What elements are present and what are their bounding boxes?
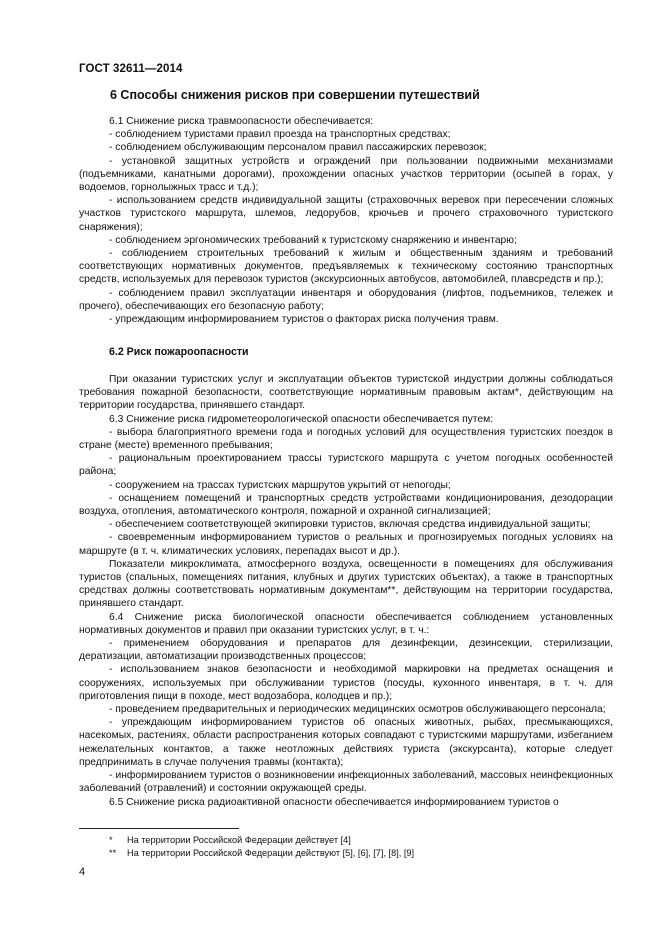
paragraph: - своевременным информированием туристов о реальных и прогнозируемых погодных условиях на маршруте (в т. ч. климатических условиях, перепадах высот и др.).: [79, 532, 613, 557]
paragraph: Показатели микроклимата, атмосферного воздуха, освещенности в помещениях для обслуживания туристов (спальных, помещениях питания, клубных и других туристских объектах), а также в транспортных средствах должны соответствовать нормативным документам**, действующим на территории государства, принявшего стандарт.: [79, 558, 613, 610]
paragraph: - рациональным проектированием трассы туристского маршрута с учетом погодных особенностей района;: [79, 453, 613, 478]
paragraph: - проведением предварительных и периодических медицинских осмотров обслуживающего персонала;: [109, 704, 606, 716]
document-header: ГОСТ 32611—2014: [79, 63, 183, 75]
paragraph: - выбора благоприятного времени года и погодных условий для осуществления туристских поездок в стране (месте) временного пребывания;: [79, 426, 613, 452]
paragraph: 6.5 Снижение риска радиоактивной опасности обеспечивается информированием туристов о: [109, 796, 559, 808]
footnote-divider: [79, 828, 239, 829]
paragraph: - применением оборудования и препаратов для дезинфекции, дезинсекции, стерилизации, дератизации, автоматизации производственных процессов;: [79, 638, 613, 663]
paragraph: - соблюдением туристами правил проезда на транспортных средствах;: [109, 129, 451, 141]
paragraph: - соблюдением обслуживающим персоналом правил пассажирских перевозок;: [109, 142, 487, 154]
page-number: 4: [79, 866, 86, 878]
paragraph: - соблюдением правил эксплуатации инвентаря и оборудования (лифтов, подъемников, тележек и прочего), обеспечивающих его безопасную работу;: [79, 287, 613, 312]
footnote: [109, 847, 414, 859]
paragraph: - использованием средств индивидуальной защиты (страховочных веревок при пересечении сложных участков туристского маршрута, шлемов, ледорубов, крючьев и прочего страховочного туристского снаряжения);: [79, 195, 613, 233]
paragraph: - упреждающим информированием туристов о факторах риска получения травм.: [109, 314, 499, 326]
paragraph: - соблюдением строительных требований к жилым и общественным зданиям и требований соответствующих нормативных документов, предъявляемых к техническому состоянию транспортных средств, используемых для перевозок туристов (экскурсионных автобусов, автомобилей, плавсредств и пр.);: [79, 248, 613, 286]
paragraph: - информированием туристов о возникновении инфекционных заболеваний, массовых неинфекционных заболеваний (отравлений) и состоянии окружающей среды.: [79, 770, 613, 795]
paragraph: - использованием знаков безопасности и необходимой маркировки на предметах оснащения и сооружениях, используемых при обслуживании туристов (посуды, кухонного инвентаря, в т. ч. для приготовления пищи в походе, мест водозабора, колодцев и пр.);: [79, 664, 613, 702]
footnote: [109, 834, 351, 846]
paragraph: При оказании туристских услуг и эксплуатации объектов туристской индустрии должны соблюдаться требования пожарной безопасности, соответствующие нормативным правовым актам*, действующим на территории государства, принявшего стандарт.: [79, 374, 613, 412]
section-title: 6 Способы снижения рисков при совершении путешествий: [110, 88, 480, 102]
section-6-1-block: [79, 115, 613, 326]
paragraph: - соблюдением эргономических требований к туристскому снаряжению и инвентарю;: [109, 234, 517, 246]
footnote-text: На территории Российской Федерации действует [4]: [127, 835, 351, 845]
footnote-mark: *: [109, 835, 113, 845]
paragraph: - упреждающим информированием туристов об опасных животных, рыбах, пресмыкающихся, насекомых, растениях, области распространения которых совпадают с туристскими маршрутами, избеганием нежелательных контактов, а также неотложных действиях туриста (экскурсанта), которые следует предпринимать в случае получения травмы (контакта);: [79, 717, 613, 768]
footnote-text: На территории Российской Федерации действуют [5], [6], [7], [8], [9]: [127, 848, 415, 858]
paragraph: - оснащением помещений и транспортных средств устройствами кондиционирования, дезодорации воздуха, отопления, автоматического контроля, пожарной и охранной сигнализацией;: [79, 492, 613, 518]
paragraph: - обеспечением соответствующей экипировки туристов, включая средства индивидуальной защиты;: [109, 519, 591, 531]
footnote-mark: **: [109, 848, 117, 858]
paragraph: - сооружением на трассах туристских маршрутов укрытий от непогоды;: [109, 479, 451, 491]
paragraph: 6.1 Снижение риска травмоопасности обеспечивается:: [109, 116, 374, 127]
paragraph: 6.4 Снижение риска биологической опасности обеспечивается соблюдением установленных нормативных документов и правил при оказании туристских услуг, в т. ч.:: [79, 611, 613, 636]
paragraph: - установкой защитных устройств и ограждений при пользовании подвижными механизмами (подъемниками, канатными дорогами), прохождении опасных участков территории (осыпей в горах, у водоемов, горнолыжных трасс и т.д.);: [79, 155, 613, 194]
section-6-2-block: [79, 373, 613, 809]
subsection-title: 6.2 Риск пожароопасности: [109, 346, 249, 358]
paragraph: 6.3 Снижение риска гидрометеорологической опасности обеспечивается путем:: [109, 413, 494, 425]
